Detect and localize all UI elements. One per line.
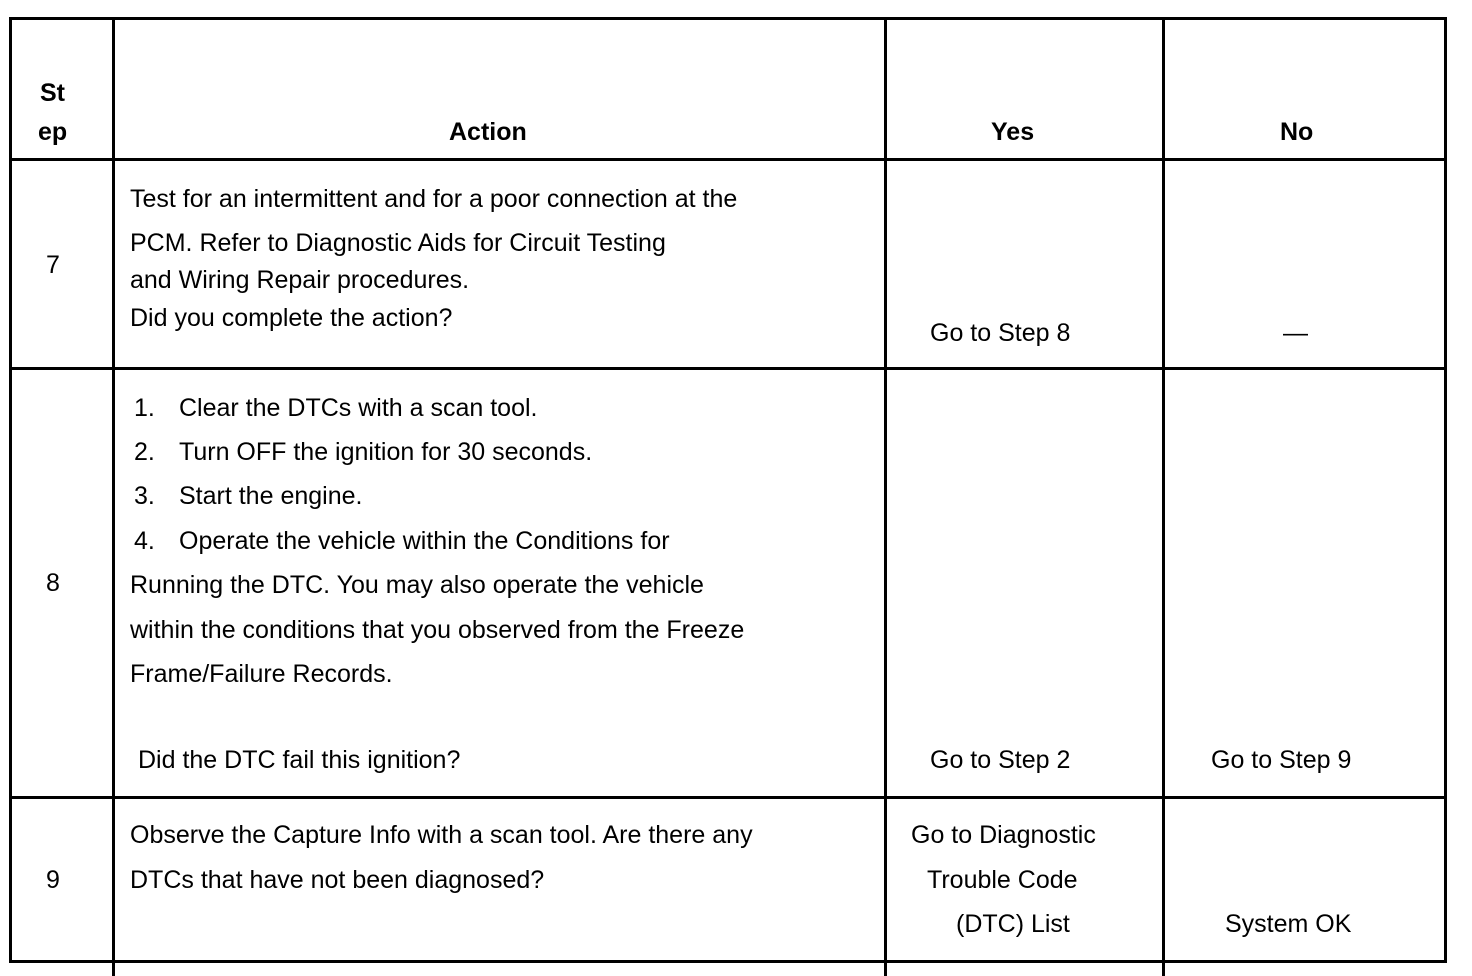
list-item-number: 3. [134,482,155,510]
table-border-bottom [9,960,1447,963]
step-number: 8 [46,569,60,597]
action-text-line: within the conditions that you observed from the Freeze [130,616,745,644]
action-text-line: Frame/Failure Records. [130,660,393,688]
action-text-line: and Wiring Repair procedures. [130,266,470,294]
action-question: Did the DTC fail this ignition? [138,746,461,774]
column-divider-step-action [112,17,115,976]
action-text-line: Observe the Capture Info with a scan tool. Are there any [130,821,753,849]
action-question: DTCs that have not been diagnosed? [130,866,545,894]
list-item-number: 4. [134,527,155,555]
header-step-line2: ep [38,118,68,146]
yes-result: Go to Step 8 [930,319,1071,347]
yes-result-line: (DTC) List [956,910,1070,938]
step-number: 9 [46,866,60,894]
action-list-item [134,526,670,556]
table-border-top [9,17,1447,20]
list-item-text: Operate the vehicle within the Conditions for [179,527,670,555]
header-action: Action [449,118,527,146]
list-item-text: Turn OFF the ignition for 30 seconds. [179,438,593,466]
no-result: System OK [1225,910,1352,938]
header-no: No [1280,118,1314,146]
header-step-line1: St [40,79,65,107]
table-border-left [9,17,12,963]
header-yes: Yes [991,118,1035,146]
row-divider-8-9 [9,796,1447,799]
action-list-item [134,437,592,467]
yes-result: Go to Step 2 [930,746,1071,774]
yes-result-line: Go to Diagnostic [911,821,1096,849]
action-text-line: Running the DTC. You may also operate the vehicle [130,571,704,599]
list-item-number: 2. [134,438,155,466]
action-step-list [134,393,834,593]
action-text-line: Test for an intermittent and for a poor connection at the [130,185,738,213]
action-question: Did you complete the action? [130,304,453,332]
action-list-item [134,393,537,423]
no-result: — [1283,319,1308,347]
list-item-text: Start the engine. [179,482,363,510]
yes-result-line: Trouble Code [927,866,1078,894]
list-item-number: 1. [134,394,155,422]
column-divider-action-yes [884,17,887,976]
no-result: Go to Step 9 [1211,746,1352,774]
table-border-right [1444,17,1447,963]
header-divider [9,158,1447,161]
row-divider-7-8 [9,367,1447,370]
list-item-text: Clear the DTCs with a scan tool. [179,394,538,422]
column-divider-yes-no [1162,17,1165,976]
step-number: 7 [46,251,60,279]
action-text-line: PCM. Refer to Diagnostic Aids for Circuit Testing [130,229,666,257]
action-list-item [134,481,362,511]
